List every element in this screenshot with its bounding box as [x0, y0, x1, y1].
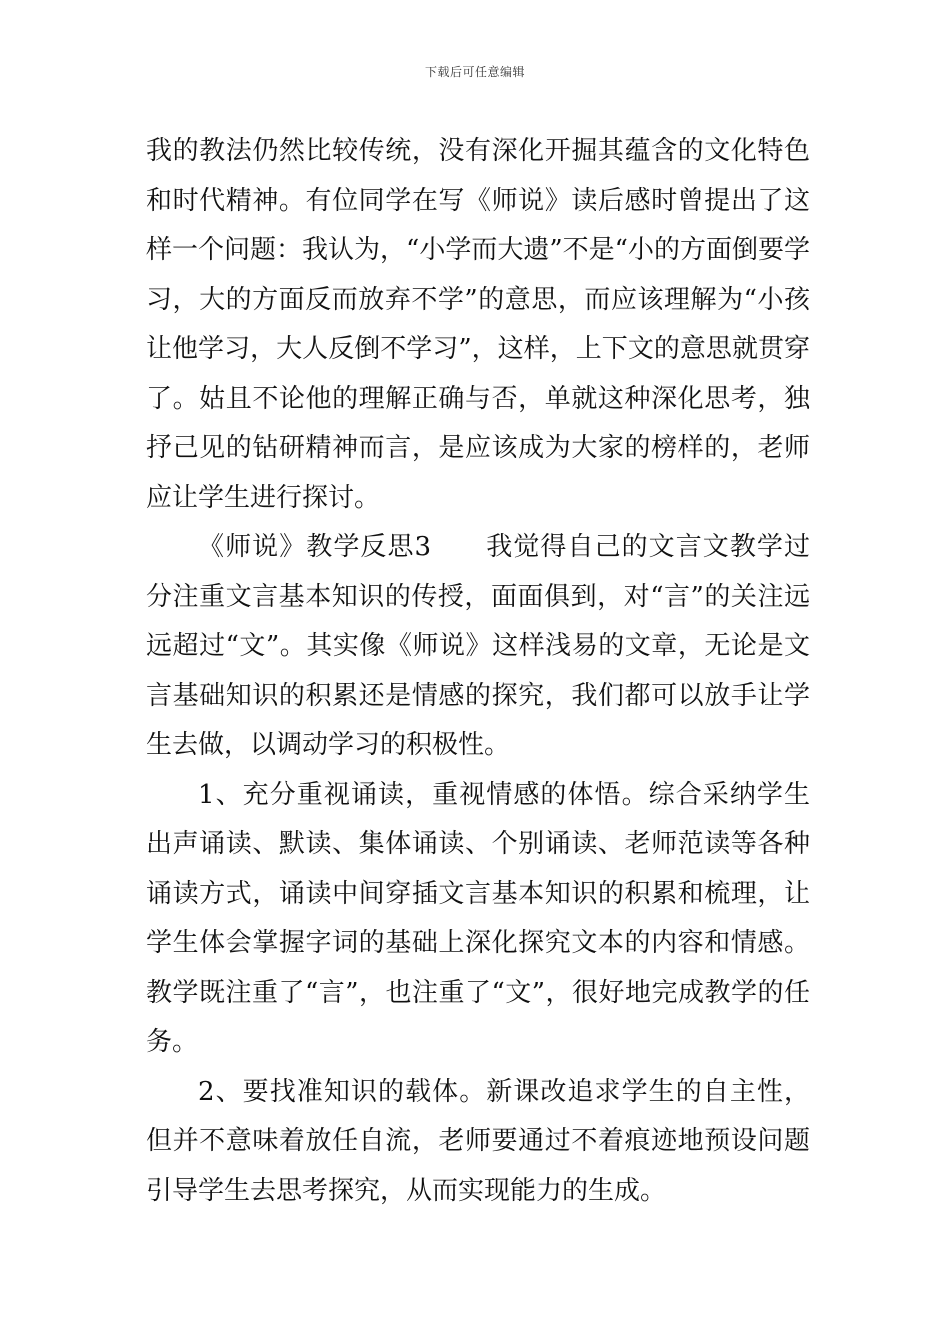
- page-header: 下载后可任意编辑: [424, 65, 525, 79]
- paragraph-point-2: 2、要找准知识的载体。新课改追求学生的自主性，但并不意味着放任自流，老师要通过不着痕迹地预设问题引导学生去思考探究，从而实现能力的生成。: [146, 1076, 810, 1206]
- document-body: [146, 127, 810, 1216]
- paragraph-continuation: 我的教法仍然比较传统，没有深化开掘其蕴含的文化特色和时代精神。有位同学在写《师说》读后感时曾提出了这样一个问题：我认为，“小学而大遗”不是“小的方面倒要学习，大的方面反而放弃不学”的意思，而应该理解为“小孩让他学习，大人反倒不学习”，这样，上下文的意思就贯穿了。姑且不论他的理解正确与否，单就这种深化思考，独抒己见的钻研精神而言，是应该成为大家的榜样的，老师应让学生进行探讨。: [146, 136, 810, 513]
- paragraph-point-1: 1、充分重视诵读，重视情感的体悟。综合采纳学生出声诵读、默读、集体诵读、个别诵读、老师范读等各种诵读方式，诵读中间穿插文言基本知识的积累和梳理，让学生体会掌握字词的基础上深化探究文本的内容和情感。教学既注重了“言”，也注重了“文”，很好地完成教学的任务。: [146, 779, 810, 1057]
- paragraph-reflection-3: 《师说》教学反思3 我觉得自己的文言文教学过分注重文言基本知识的传授，面面俱到，对“言”的关注远远超过“文”。其实像《师说》这样浅易的文章，无论是文言基础知识的积累还是情感的探究，我们都可以放手让学生去做，以调动学习的积极性。: [146, 532, 810, 760]
